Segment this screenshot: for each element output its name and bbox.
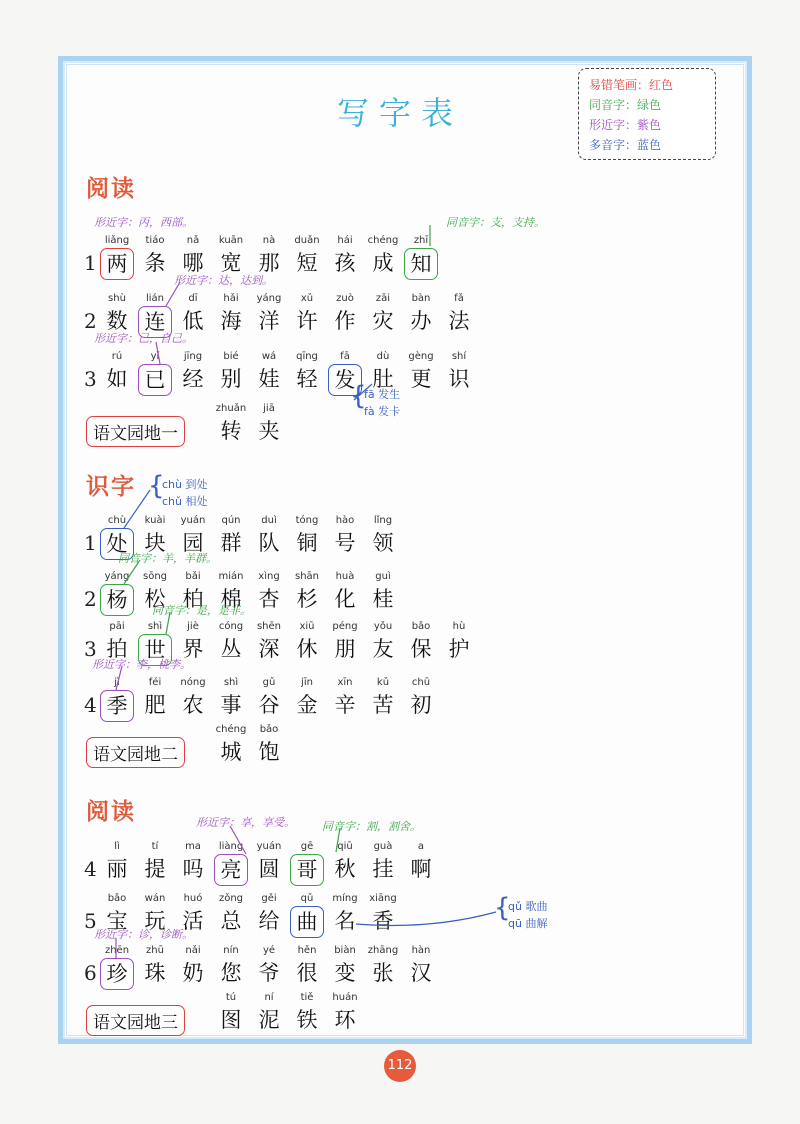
pinyin: yuán [256, 841, 282, 852]
note-homophone-yang: 同音字：羊，羊群。 [118, 552, 217, 565]
hanzi: 已 [138, 364, 172, 396]
legend-purple: 形近字：紫色 [589, 118, 662, 132]
hanzi: 宝 [106, 909, 128, 933]
hanzi: 灾 [372, 309, 394, 333]
pinyin: qǔ [300, 893, 314, 904]
hanzi: 许 [296, 309, 318, 333]
pinyin: tí [151, 841, 159, 852]
arrow-shi [166, 612, 170, 634]
pinyin: bié [223, 351, 239, 362]
pinyin: dù [376, 351, 390, 362]
arrow-yi [156, 342, 160, 364]
hanzi: 松 [144, 587, 166, 611]
arrow-fa [354, 384, 372, 400]
hanzi: 别 [220, 367, 242, 391]
hanzi: 休 [296, 637, 318, 661]
hanzi: 城 [220, 740, 242, 764]
pinyin: hái [337, 235, 353, 246]
hanzi: 发 [328, 364, 362, 396]
pinyin: kuān [218, 235, 244, 246]
note-homophone-zhi: 同音字：支，支持。 [446, 216, 545, 229]
hanzi: 海 [220, 309, 242, 333]
pinyin: hěn [297, 945, 317, 956]
hanzi: 杏 [258, 587, 280, 611]
hanzi: 那 [258, 251, 280, 275]
pinyin: yuán [180, 515, 206, 526]
note-chu-2: chǔ 相处 [162, 495, 208, 508]
hanzi: 条 [144, 251, 166, 275]
pinyin: yáng [256, 293, 282, 304]
note-similar-liang2: 形近字：享，享受。 [196, 816, 295, 829]
hanzi: 连 [138, 306, 172, 338]
hanzi: 轻 [296, 367, 318, 391]
pinyin: xīn [337, 677, 353, 688]
hanzi: 杨 [100, 584, 134, 616]
hanzi: 名 [334, 909, 356, 933]
hanzi: 肥 [144, 693, 166, 717]
hanzi: 丽 [106, 857, 128, 881]
hanzi: 深 [258, 637, 280, 661]
hanzi: 化 [334, 587, 356, 611]
pinyin: shēn [256, 621, 282, 632]
hanzi: 泥 [258, 1008, 280, 1032]
pinyin: ní [264, 992, 274, 1003]
pinyin: nóng [180, 677, 206, 688]
hanzi: 柏 [182, 587, 204, 611]
section-title-reading-1: 阅读 [86, 175, 136, 202]
hanzi: 领 [372, 531, 394, 555]
pinyin: zhū [146, 945, 164, 956]
hanzi: 夹 [258, 419, 280, 443]
pinyin: qún [221, 515, 241, 526]
pinyin: mián [218, 571, 244, 582]
garden-label-2: 语文园地二 [86, 737, 185, 768]
pinyin: wán [144, 893, 166, 904]
pinyin: duì [261, 515, 277, 526]
pinyin: fā [340, 351, 350, 362]
row-number: 3 [84, 367, 97, 391]
hanzi: 群 [220, 531, 242, 555]
section-title-literacy: 识字 [86, 473, 136, 500]
hanzi: 处 [100, 528, 134, 560]
hanzi: 爷 [258, 961, 280, 985]
hanzi: 更 [410, 367, 432, 391]
pinyin: lǐng [373, 515, 393, 526]
note-similar-yi: 形近字：己，自己。 [94, 332, 193, 345]
note-similar-ji: 形近字：李，桃李。 [92, 658, 191, 671]
hanzi: 两 [100, 248, 134, 280]
pinyin: chéng [215, 724, 247, 735]
pinyin: jì [114, 677, 120, 688]
pinyin: féi [148, 677, 162, 688]
pinyin: xiū [299, 621, 315, 632]
pinyin: zuò [336, 293, 354, 304]
brace-icon: { [494, 893, 511, 923]
hanzi: 短 [296, 251, 318, 275]
hanzi: 经 [182, 367, 204, 391]
pinyin: pāi [109, 621, 125, 632]
pinyin: jiā [263, 403, 275, 414]
hanzi: 世 [138, 634, 172, 666]
pinyin: hào [335, 515, 355, 526]
pinyin: zhuǎn [215, 403, 247, 414]
pinyin: bǎo [107, 893, 127, 904]
pinyin: zǒng [218, 893, 244, 904]
hanzi: 提 [144, 857, 166, 881]
pinyin: shān [294, 571, 319, 582]
pinyin: liàng [218, 841, 244, 852]
hanzi: 您 [220, 961, 242, 985]
pinyin: yǒu [373, 621, 393, 632]
pinyin: huán [332, 992, 358, 1003]
pinyin: chū [411, 677, 431, 688]
note-similar-lian: 形近字：达，达到。 [174, 274, 273, 287]
row-number: 2 [84, 587, 97, 611]
hanzi: 季 [100, 690, 134, 722]
pinyin: gèng [408, 351, 434, 362]
hanzi: 苦 [372, 693, 394, 717]
hanzi: 如 [106, 367, 128, 391]
pinyin: yé [262, 945, 276, 956]
pinyin: duǎn [294, 235, 320, 246]
pinyin: huà [335, 571, 355, 582]
pinyin: zāi [375, 293, 391, 304]
pinyin: tóng [295, 515, 319, 526]
hanzi: 张 [372, 961, 394, 985]
hanzi: 啊 [410, 857, 432, 881]
pinyin: hǎi [223, 293, 239, 304]
hanzi: 曲 [290, 906, 324, 938]
hanzi: 香 [372, 909, 394, 933]
hanzi: 界 [182, 637, 204, 661]
legend-blue: 多音字：蓝色 [589, 138, 662, 152]
note-similar-zhen: 形近字：诊，诊断。 [94, 928, 193, 941]
hanzi: 洋 [258, 309, 280, 333]
row-number: 5 [84, 909, 97, 933]
arrow-ji [116, 666, 122, 690]
hanzi: 识 [448, 367, 470, 391]
hanzi: 哥 [290, 854, 324, 886]
page-number: 112 [384, 1050, 416, 1082]
hanzi: 园 [182, 531, 204, 555]
hanzi: 事 [220, 693, 242, 717]
hanzi: 法 [448, 309, 470, 333]
garden-label-3: 语文园地三 [86, 1005, 185, 1036]
note-chu-1: chù 到处 [162, 478, 208, 491]
row-number: 1 [84, 251, 97, 275]
pinyin: yǐ [150, 351, 160, 362]
pinyin: qiū [337, 841, 353, 852]
hanzi: 棉 [220, 587, 242, 611]
hanzi: 办 [410, 309, 432, 333]
hanzi: 朋 [334, 637, 356, 661]
pinyin: chù [107, 515, 127, 526]
note-fa-2: fà 发卡 [364, 405, 401, 418]
hanzi: 杉 [296, 587, 318, 611]
pinyin: nà [262, 235, 276, 246]
hanzi: 总 [220, 909, 242, 933]
legend-red: 易错笔画：红色 [589, 78, 674, 92]
pinyin: cóng [218, 621, 244, 632]
hanzi: 金 [296, 693, 318, 717]
hanzi: 挂 [372, 857, 394, 881]
pinyin: nǎ [186, 235, 200, 246]
hanzi: 护 [448, 637, 470, 661]
hanzi: 饱 [258, 740, 280, 764]
pinyin: rú [111, 351, 123, 362]
arrow-liang [230, 826, 246, 854]
pinyin: péng [332, 621, 358, 632]
hanzi: 变 [334, 961, 356, 985]
pinyin: shù [108, 293, 126, 304]
pinyin: a [417, 841, 425, 852]
hanzi: 知 [404, 248, 438, 280]
hanzi: 拍 [106, 637, 128, 661]
pinyin: nǎi [185, 945, 201, 956]
pinyin: xiāng [369, 893, 397, 904]
hanzi: 成 [372, 251, 394, 275]
pinyin: zhī [413, 235, 429, 246]
pinyin: qīng [296, 351, 318, 362]
hanzi: 铜 [296, 531, 318, 555]
hanzi: 给 [258, 909, 280, 933]
pinyin: hù [452, 621, 466, 632]
hanzi: 图 [220, 1008, 242, 1032]
pinyin: wá [261, 351, 277, 362]
hanzi: 块 [144, 531, 166, 555]
brace-icon: { [350, 381, 367, 411]
hanzi: 奶 [182, 961, 204, 985]
pinyin: gē [300, 841, 314, 852]
pinyin: ma [185, 841, 201, 852]
row-number: 6 [84, 961, 97, 985]
row-number: 2 [84, 309, 97, 333]
pinyin: zhēn [104, 945, 130, 956]
pinyin: xǔ [300, 293, 314, 304]
hanzi: 很 [296, 961, 318, 985]
pinyin: jiè [187, 621, 199, 632]
hanzi: 低 [182, 309, 204, 333]
pinyin: shì [223, 677, 239, 688]
pinyin: tiáo [145, 235, 165, 246]
legend-green: 同音字：绿色 [589, 98, 662, 112]
pinyin: tú [225, 992, 237, 1003]
hanzi: 铁 [296, 1008, 318, 1032]
pinyin: kǔ [376, 677, 390, 688]
hanzi: 初 [410, 693, 432, 717]
note-qu-2: qū 曲解 [508, 917, 548, 930]
pinyin: gǔ [262, 677, 276, 688]
pinyin: bǎo [259, 724, 279, 735]
hanzi: 友 [372, 637, 394, 661]
section-title-reading-2: 阅读 [86, 798, 136, 825]
hanzi: 肚 [372, 367, 394, 391]
pinyin: hàn [411, 945, 431, 956]
pinyin: tiě [300, 992, 314, 1003]
hanzi: 秋 [334, 857, 356, 881]
pinyin: sōng [142, 571, 167, 582]
hanzi: 活 [182, 909, 204, 933]
hanzi: 作 [334, 309, 356, 333]
pinyin: míng [332, 893, 358, 904]
pinyin: bǎo [411, 621, 431, 632]
pinyin: jīn [301, 677, 313, 688]
pinyin: dī [188, 293, 198, 304]
pinyin: lián [145, 293, 165, 304]
garden-label-1: 语文园地一 [86, 416, 185, 447]
hanzi: 哪 [182, 251, 204, 275]
pinyin: yáng [104, 571, 130, 582]
note-fa-1: fā 发生 [364, 388, 401, 401]
pinyin: kuài [144, 515, 166, 526]
hanzi: 珍 [100, 958, 134, 990]
hanzi: 辛 [334, 693, 356, 717]
arrow-qu [356, 912, 496, 926]
hanzi: 数 [106, 309, 128, 333]
row-number: 4 [84, 693, 97, 717]
pinyin: lì [114, 841, 120, 852]
pinyin: nín [223, 945, 239, 956]
hanzi: 圆 [258, 857, 280, 881]
hanzi: 农 [182, 693, 204, 717]
hanzi: 汉 [410, 961, 432, 985]
note-homophone-shi: 同音字：是，是非。 [152, 604, 251, 617]
pinyin: chéng [367, 235, 399, 246]
hanzi: 亮 [214, 854, 248, 886]
note-homophone-ge: 同音字：割，割舍。 [322, 820, 421, 833]
hanzi: 丛 [220, 637, 242, 661]
pinyin: xìng [258, 571, 280, 582]
arrow-lian [166, 282, 180, 306]
hanzi: 吗 [182, 857, 204, 881]
pinyin: bàn [411, 293, 431, 304]
hanzi: 号 [334, 531, 356, 555]
pinyin: shì [147, 621, 163, 632]
hanzi: 珠 [144, 961, 166, 985]
hanzi: 环 [334, 1008, 356, 1032]
hanzi: 孩 [334, 251, 356, 275]
page-title: 写字表 [336, 94, 463, 132]
hanzi: 玩 [144, 909, 166, 933]
hanzi: 桂 [372, 587, 394, 611]
row-number: 4 [84, 857, 97, 881]
note-qu-1: qǔ 歌曲 [508, 900, 548, 913]
pinyin: guì [375, 571, 391, 582]
pinyin: jīng [183, 351, 203, 362]
hanzi: 娃 [258, 367, 280, 391]
note-similar-liang: 形近字：丙，西部。 [94, 216, 193, 229]
hanzi: 队 [258, 531, 280, 555]
row-number: 3 [84, 637, 97, 661]
arrow-ge [336, 828, 340, 852]
hanzi: 转 [220, 419, 242, 443]
pinyin: bǎi [185, 571, 201, 582]
pinyin: gěi [261, 893, 277, 904]
row-number: 1 [84, 531, 97, 555]
arrow-yang [124, 560, 140, 584]
pinyin: shí [451, 351, 467, 362]
hanzi: 谷 [258, 693, 280, 717]
pinyin: fǎ [454, 293, 464, 304]
pinyin: biàn [334, 945, 356, 956]
pinyin: guà [373, 841, 393, 852]
pinyin: zhāng [367, 945, 399, 956]
pinyin: liǎng [104, 235, 130, 246]
hanzi: 宽 [220, 251, 242, 275]
pinyin: huó [183, 893, 203, 904]
brace-icon: { [148, 471, 165, 501]
arrow-chu [124, 490, 150, 528]
hanzi: 保 [410, 637, 432, 661]
